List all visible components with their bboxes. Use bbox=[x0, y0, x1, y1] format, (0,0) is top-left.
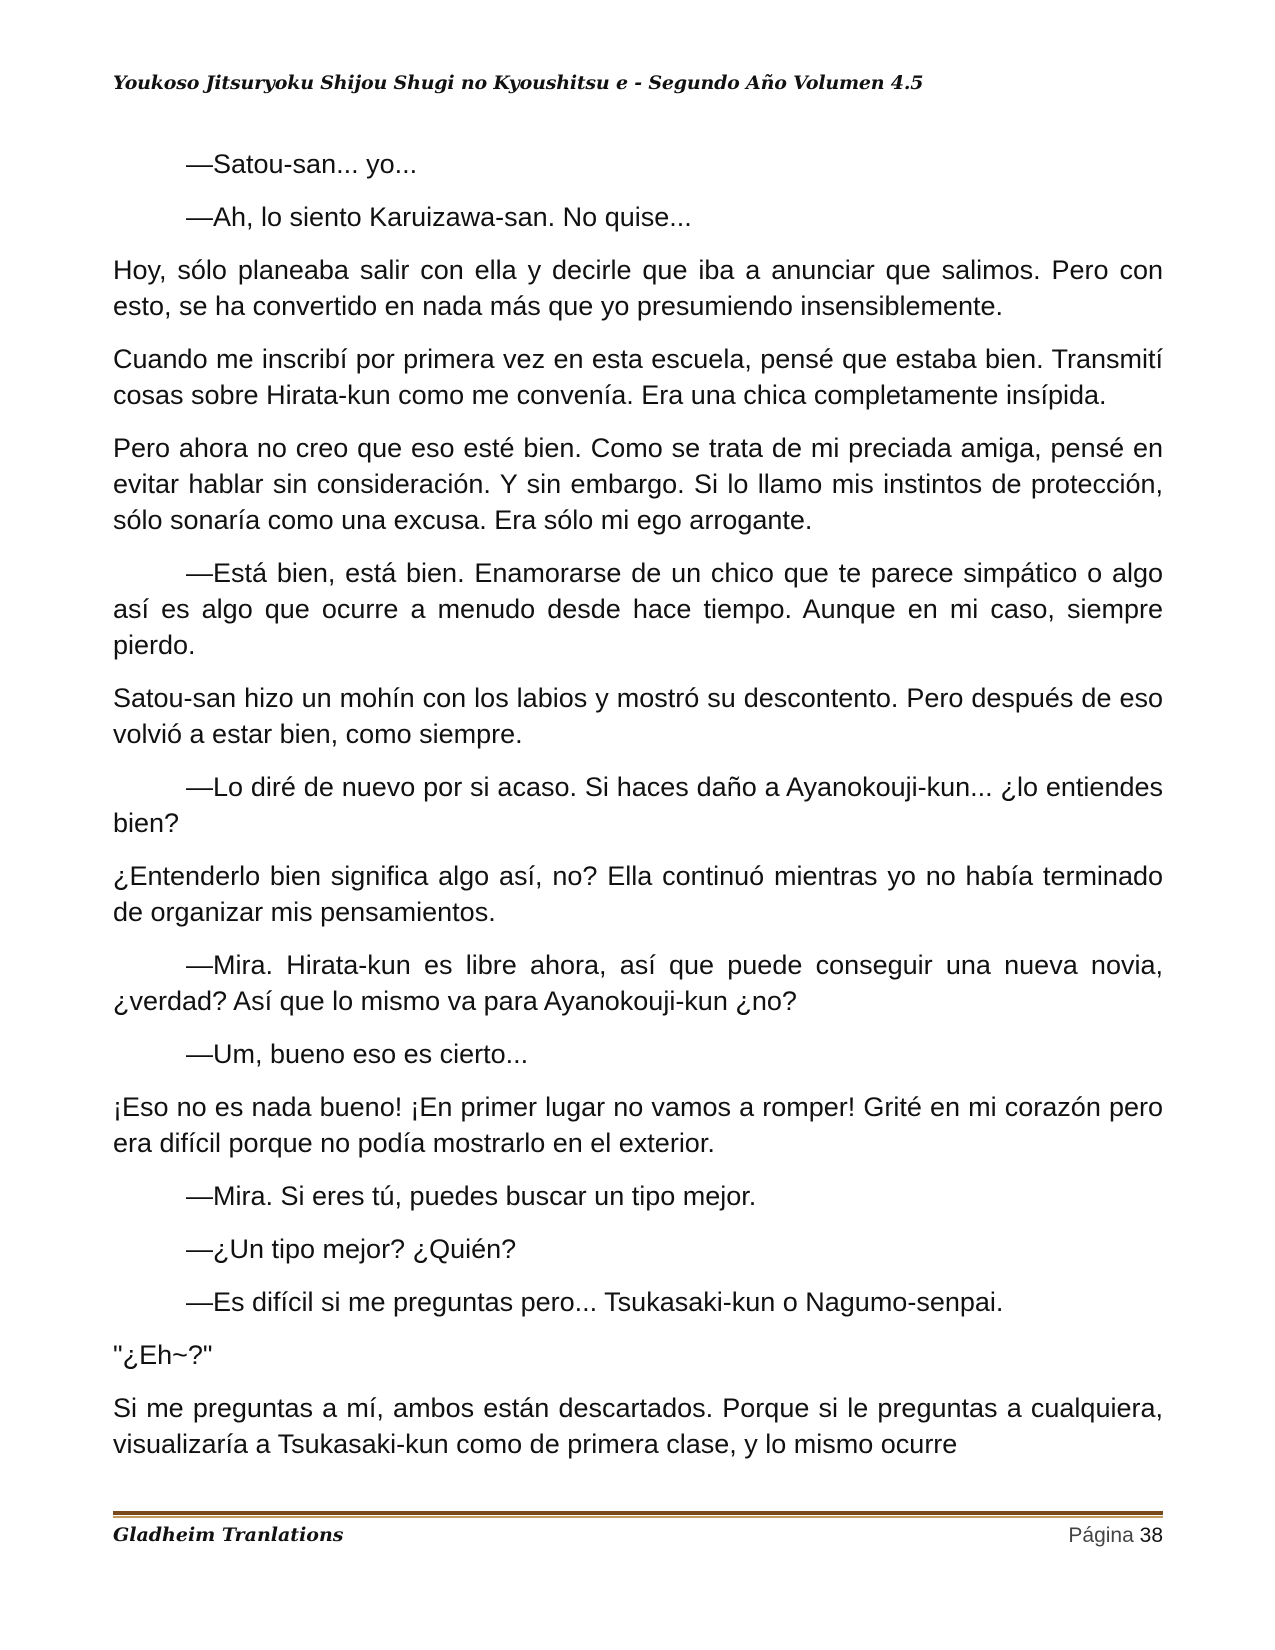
page-header-title: Youkoso Jitsuryoku Shijou Shugi no Kyoushitsu e - Segundo Año Volumen 4.5 bbox=[113, 72, 924, 94]
footer-divider bbox=[113, 1511, 1163, 1518]
narration-paragraph: Hoy, sólo planeaba salir con ella y decirle que iba a anunciar que salimos. Pero con esto, se ha convertido en nada más que yo presumiendo insensiblemente. bbox=[113, 255, 1163, 321]
footer-publisher: Gladheim Tranlations bbox=[113, 1524, 344, 1546]
narration-paragraph: "¿Eh~?" bbox=[113, 1340, 213, 1370]
body-text bbox=[113, 146, 1163, 1462]
dialogue-paragraph: —Um, bueno eso es cierto... bbox=[186, 1039, 529, 1069]
dialogue-paragraph: —Lo diré de nuevo por si acaso. Si haces daño a Ayanokouji-kun... ¿lo entiendes bien? bbox=[113, 772, 1163, 838]
narration-paragraph: Satou-san hizo un mohín con los labios y mostró su descontento. Pero después de eso volvió a estar bien, como siempre. bbox=[113, 683, 1163, 749]
dialogue-paragraph: —Está bien, está bien. Enamorarse de un chico que te parece simpático o algo así es algo que ocurre a menudo desde hace tiempo. Aunque en mi caso, siempre pierdo. bbox=[113, 558, 1163, 660]
page-number: 38 bbox=[1139, 1524, 1163, 1547]
narration-paragraph: Pero ahora no creo que eso esté bien. Como se trata de mi preciada amiga, pensé en evitar hablar sin consideración. Y sin embargo. Si lo llamo mis instintos de protección, sólo sonaría como una excusa. Era sólo mi ego arrogante. bbox=[113, 433, 1163, 535]
narration-paragraph: Si me preguntas a mí, ambos están descartados. Porque si le preguntas a cualquiera, visualizaría a Tsukasaki-kun como de primera clase, y lo mismo ocurre bbox=[113, 1393, 1163, 1459]
dialogue-paragraph: —Ah, lo siento Karuizawa-san. No quise... bbox=[186, 202, 692, 232]
dialogue-paragraph: —Mira. Si eres tú, puedes buscar un tipo mejor. bbox=[186, 1181, 757, 1211]
dialogue-paragraph: —Mira. Hirata-kun es libre ahora, así que puede conseguir una nueva novia, ¿verdad? Así que lo mismo va para Ayanokouji-kun ¿no? bbox=[113, 950, 1163, 1016]
narration-paragraph: ¡Eso no es nada bueno! ¡En primer lugar no vamos a romper! Grité en mi corazón pero era difícil porque no podía mostrarlo en el exterior. bbox=[113, 1092, 1163, 1158]
dialogue-paragraph: —Satou-san... yo... bbox=[186, 149, 418, 179]
narration-paragraph: Cuando me inscribí por primera vez en esta escuela, pensé que estaba bien. Transmití cosas sobre Hirata-kun como me convenía. Era una chica completamente insípida. bbox=[113, 344, 1163, 410]
narration-paragraph: ¿Entenderlo bien significa algo así, no? Ella continuó mientras yo no había terminado de organizar mis pensamientos. bbox=[113, 861, 1163, 927]
dialogue-paragraph: —¿Un tipo mejor? ¿Quién? bbox=[186, 1234, 517, 1264]
page-label: Página bbox=[1068, 1524, 1134, 1547]
footer-page-indicator bbox=[1068, 1524, 1163, 1548]
dialogue-paragraph: —Es difícil si me preguntas pero... Tsukasaki-kun o Nagumo-senpai. bbox=[186, 1287, 1004, 1317]
